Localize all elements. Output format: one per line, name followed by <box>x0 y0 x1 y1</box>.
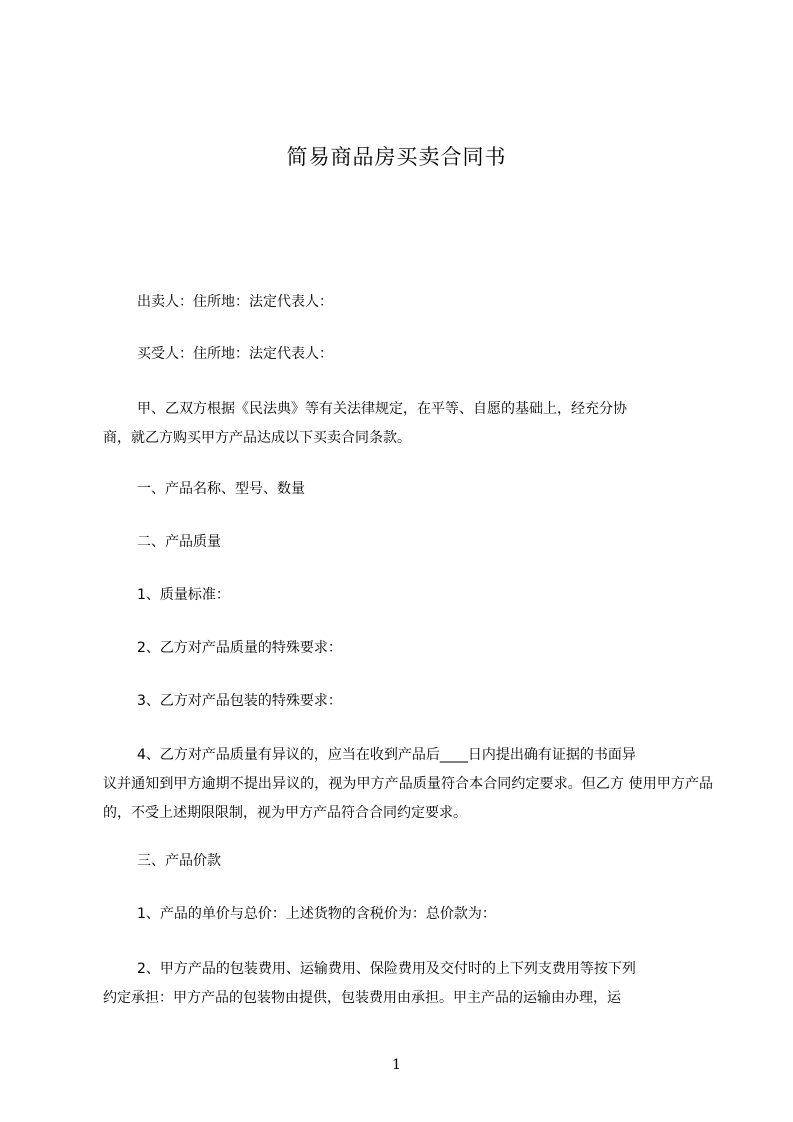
price-item: 1、产品的单价与总价：上述货物的含税价为：总价款为： <box>137 906 496 922</box>
fees-line-1: 2、甲方产品的包装费用、运输费用、保险费用及交付时的上下列支费用等按下列 <box>137 961 636 977</box>
objection-line-3: 使用甲方产品的，不受上述期限限制，视为甲方产品符合合同约定要求。 <box>103 776 714 821</box>
preamble-paragraph <box>103 395 713 453</box>
fees-line-2: 约定承担：甲方产品的包装物由提供，包装费用由承担。甲主产品的运输由办理，运 <box>103 990 621 1006</box>
page-number: 1 <box>392 1057 401 1073</box>
preamble-line-2: 商，就乙方购买甲方产品达成以下买卖合同条款。 <box>103 430 411 446</box>
seller-info-line: 出卖人：住所地：法定代表人： <box>137 294 333 310</box>
objection-line-1: 4、乙方对产品质量有异议的，应当在收到产品后____日内提出确有证据的书面异 <box>137 747 636 763</box>
section-1-heading: 一、产品名称、型号、数量 <box>137 481 305 497</box>
section-2-heading: 二、产品质量 <box>137 534 221 550</box>
quality-requirement-item: 2、乙方对产品质量的特殊要求： <box>137 640 342 656</box>
document-title: 简易商品房买卖合同书 <box>286 145 507 169</box>
buyer-info-line: 买受人：住所地：法定代表人： <box>137 346 333 362</box>
objection-line-2: 议并通知到甲方逾期不提出异议的，视为甲方产品质量符合本合同约定要求。但乙方 <box>103 776 625 792</box>
fees-paragraph <box>103 955 713 1013</box>
preamble-line-1: 甲、乙双方根据《民法典》等有关法律规定，在平等、自愿的基础上，经充分协 <box>137 401 627 417</box>
quality-standard-item: 1、质量标准： <box>137 587 230 603</box>
quality-objection-paragraph <box>103 741 713 828</box>
section-3-heading: 三、产品价款 <box>137 853 221 869</box>
packaging-requirement-item: 3、乙方对产品包装的特殊要求： <box>137 693 342 709</box>
